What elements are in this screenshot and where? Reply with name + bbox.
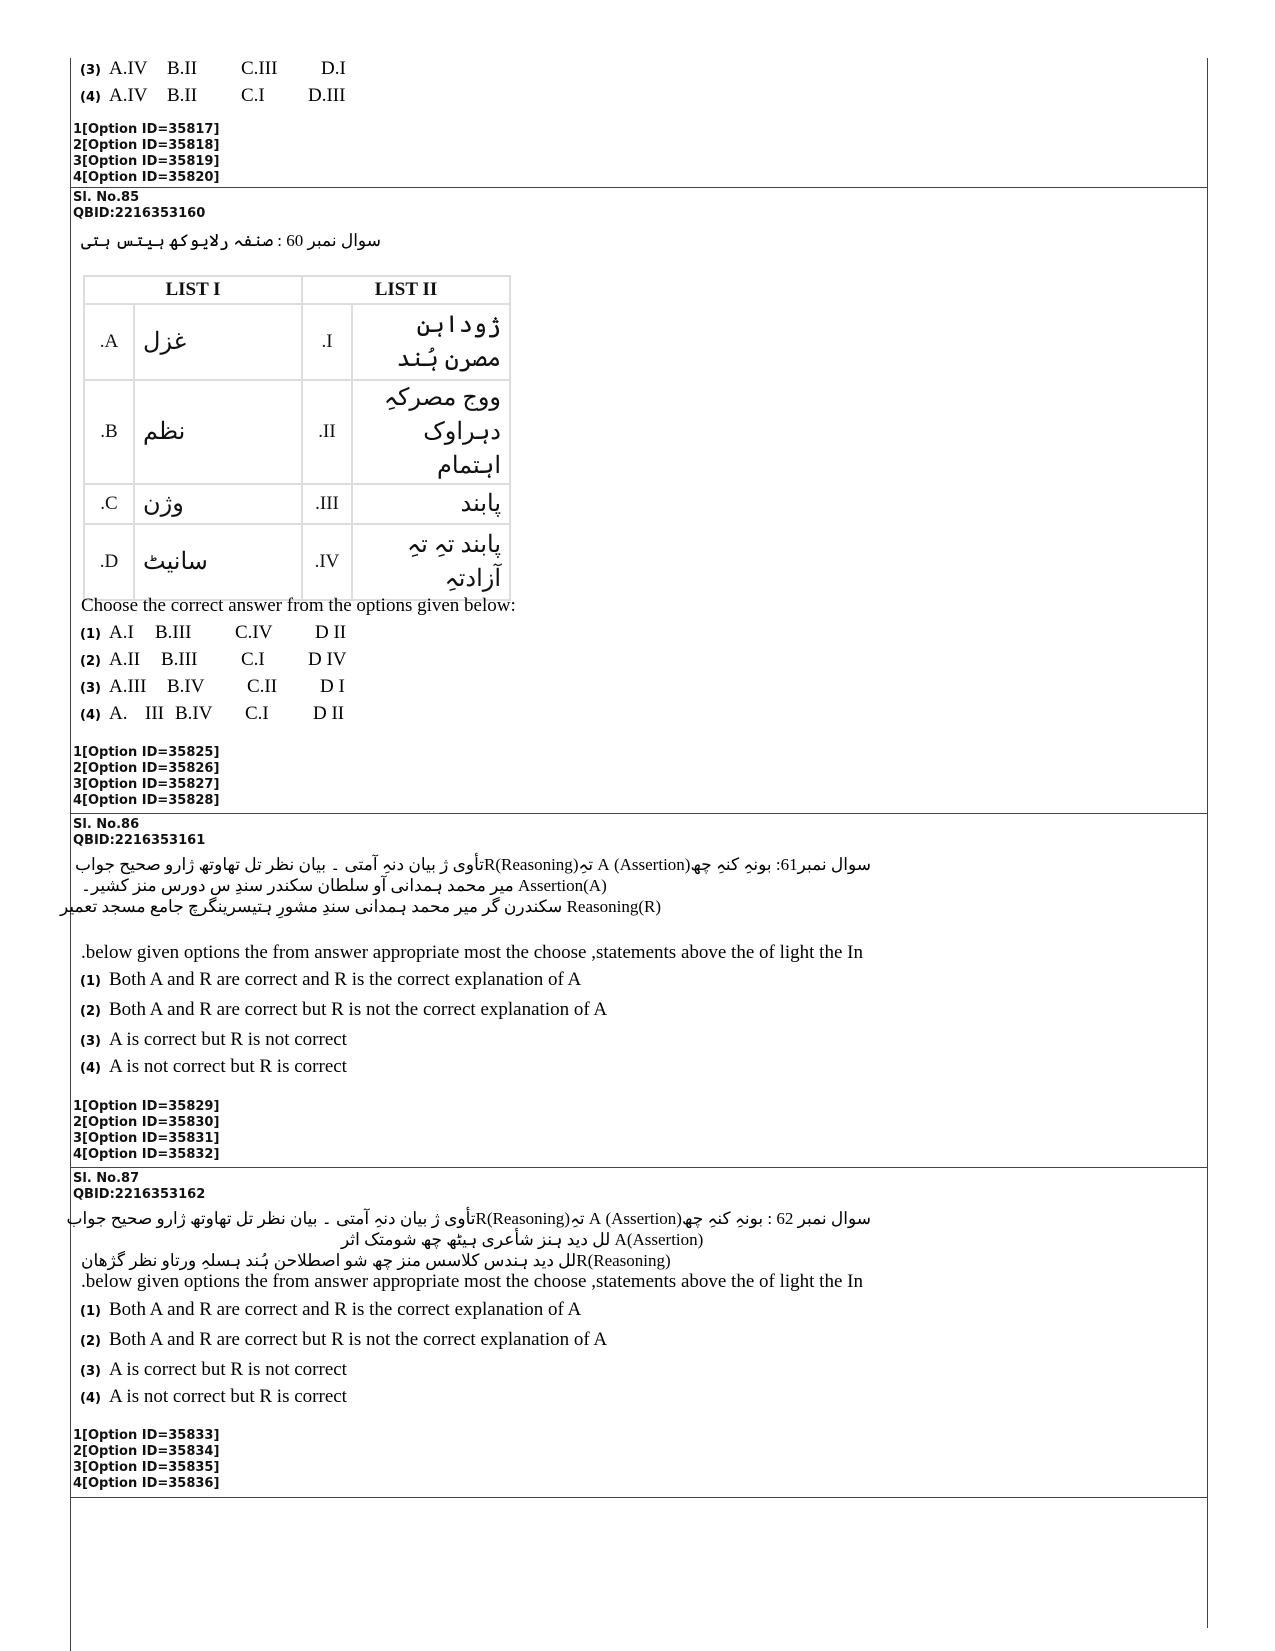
option-id: 4[Option ID=35828] xyxy=(73,793,220,808)
question-text: سوال نمبر 60 : صنفہ رلایوکھ ہیتس ہتی xyxy=(81,231,381,250)
serial-number: Sl. No.85 xyxy=(73,190,140,205)
option-text: Both A and R are correct but R is not the correct explanation of A xyxy=(109,1329,608,1350)
option-number: (3) xyxy=(80,63,101,78)
option-number: (2) xyxy=(80,1334,101,1349)
option-text: A is not correct but R is correct xyxy=(109,1386,347,1407)
option-number: (1) xyxy=(80,974,101,989)
option-number: (2) xyxy=(80,654,101,669)
previous-question-fragment xyxy=(73,58,1201,186)
right-border xyxy=(1207,58,1208,1628)
list-2-header: LIST II xyxy=(302,276,510,304)
option-part: A.I xyxy=(109,622,134,643)
list-2-item: ژوداہن مصرن ہُند xyxy=(352,304,510,380)
option-row xyxy=(73,1329,607,1359)
option-row xyxy=(73,1359,607,1386)
option-part: D.I xyxy=(321,58,346,79)
option-row xyxy=(73,85,1201,112)
question-87 xyxy=(66,1171,1201,1501)
question-text-block xyxy=(59,854,871,917)
option-part: C.I xyxy=(245,703,269,724)
instruction-text: .below given options the from answer appropriate most the choose ,statements above the of light the In xyxy=(81,1271,863,1292)
option-part: D II xyxy=(313,703,345,724)
option-part: III xyxy=(145,703,164,724)
option-id-list xyxy=(73,745,219,809)
qbid: QBID:2216353162 xyxy=(73,1187,206,1202)
question-paper-page xyxy=(59,58,1208,1651)
option-part: C.III xyxy=(241,58,278,79)
option-part: B.III xyxy=(161,649,198,670)
option-id-list xyxy=(73,122,1201,186)
option-id: 4[Option ID=35832] xyxy=(73,1147,220,1162)
assertion-line: (Assertion)A لل دید ہنز شأعری ہیٹھ چھ شومتک اثر xyxy=(341,1230,704,1249)
option-part: B.II xyxy=(167,85,198,106)
option-part: D.III xyxy=(308,85,346,106)
option-id-list xyxy=(73,1099,219,1163)
qbid: QBID:2216353161 xyxy=(73,833,206,848)
divider xyxy=(70,813,1208,814)
option-part: B.III xyxy=(155,622,192,643)
serial-number: Sl. No.86 xyxy=(73,817,140,832)
option-part: D I xyxy=(320,676,345,697)
option-list xyxy=(73,1299,607,1413)
list-2-item: ووج مصرکہِ دہراوک اہتمام xyxy=(352,380,510,484)
option-number: (3) xyxy=(80,1364,101,1379)
option-id: 4[Option ID=35836] xyxy=(73,1476,220,1491)
option-id: 2[Option ID=35826] xyxy=(73,761,220,776)
reasoning-line: (Reasoning)Rلل دید ہندس کلاسس منز چھ شو اصطلاحن ہُند ہسلہِ ورتاو نظر گژھان xyxy=(81,1251,671,1270)
qbid: QBID:2216353160 xyxy=(73,206,206,221)
option-id-list xyxy=(73,1428,219,1492)
left-border xyxy=(70,58,71,1651)
option-row xyxy=(73,622,347,649)
option-number: (2) xyxy=(80,1004,101,1019)
option-id: 3[Option ID=35835] xyxy=(73,1460,220,1475)
option-row xyxy=(73,676,347,703)
list-2-item: پابند xyxy=(352,484,510,524)
option-part: A.IV xyxy=(109,58,148,79)
list-1-item: غزل xyxy=(134,304,302,380)
match-table xyxy=(83,275,511,601)
option-id: 3[Option ID=35827] xyxy=(73,777,220,792)
option-part: C.II xyxy=(247,676,278,697)
list-1-header: LIST I xyxy=(84,276,302,304)
list-1-item: وژن xyxy=(134,484,302,524)
serial-number: Sl. No.87 xyxy=(73,1171,140,1186)
divider xyxy=(70,1497,1208,1498)
option-number: (1) xyxy=(80,1304,101,1319)
option-text: A is correct but R is not correct xyxy=(109,1359,347,1380)
question-85 xyxy=(73,190,1201,812)
option-id: 2[Option ID=35834] xyxy=(73,1444,220,1459)
option-row xyxy=(73,649,347,676)
divider xyxy=(70,187,1208,188)
option-number: (4) xyxy=(80,1061,101,1076)
option-part: C.I xyxy=(241,649,265,670)
option-id: 2[Option ID=35818] xyxy=(73,138,220,153)
option-part: A.II xyxy=(109,649,141,670)
row-marker: .B xyxy=(84,380,134,484)
assertion-line: Assertion(A) میر محمد ہمدانی آو سلطان سکندر سندِ س دورس منز کشیر۔ xyxy=(81,876,607,895)
option-part: C.IV xyxy=(235,622,273,643)
option-id: 3[Option ID=35831] xyxy=(73,1131,220,1146)
row-marker: .C xyxy=(84,484,134,524)
list-2-item: پابند تہِ تہِ آزادتہِ xyxy=(352,524,510,600)
instruction-text: .below given options the from answer appropriate most the choose ,statements above the of light the In xyxy=(81,942,863,963)
table-row xyxy=(84,304,510,380)
option-row xyxy=(73,1056,607,1083)
question-line: سوال نمبر61: بونہِ کنہِ چھ(Assertion) A تہِ(Reasoning)Rتأوی ژ بیان دنہِ آمتی ۔ بیان نظر تل تھاوتھ ژارو صحیح جواب xyxy=(75,855,871,874)
option-part: D IV xyxy=(308,649,347,670)
option-part: B.IV xyxy=(167,676,205,697)
row-marker: .D xyxy=(84,524,134,600)
row-marker: .II xyxy=(302,380,352,484)
option-number: (3) xyxy=(80,681,101,696)
option-row xyxy=(73,999,607,1029)
option-number: (3) xyxy=(80,1034,101,1049)
question-86 xyxy=(59,817,1201,1165)
option-row xyxy=(73,1386,607,1413)
option-number: (4) xyxy=(80,708,101,723)
option-row xyxy=(73,1029,607,1056)
option-text: Both A and R are correct and R is the correct explanation of A xyxy=(109,969,582,990)
option-id: 4[Option ID=35820] xyxy=(73,170,220,185)
row-marker: .I xyxy=(302,304,352,380)
option-id: 3[Option ID=35819] xyxy=(73,154,220,169)
list-1-item: نظم xyxy=(134,380,302,484)
option-number: (1) xyxy=(80,627,101,642)
option-part: A.III xyxy=(109,676,147,697)
option-part: B.IV xyxy=(175,703,213,724)
option-text: Both A and R are correct and R is the correct explanation of A xyxy=(109,1299,582,1320)
reasoning-line: Reasoning(R) سکندرن گر میر محمد ہمدانی سندِ مشورِ ہتیسرینگرچ جامع مسجد تعمیر xyxy=(59,897,661,916)
row-marker: .IV xyxy=(302,524,352,600)
option-list xyxy=(73,969,607,1083)
option-id: 1[Option ID=35829] xyxy=(73,1099,220,1114)
option-row xyxy=(73,969,607,999)
option-id: 1[Option ID=35825] xyxy=(73,745,220,760)
option-text: A is not correct but R is correct xyxy=(109,1056,347,1077)
option-part: A.IV xyxy=(109,85,148,106)
option-number: (4) xyxy=(80,1391,101,1406)
option-list xyxy=(73,622,347,730)
option-row xyxy=(73,1299,607,1329)
option-part: B.II xyxy=(167,58,198,79)
table-row xyxy=(84,484,510,524)
option-row xyxy=(73,58,1201,85)
option-row xyxy=(73,703,347,730)
row-marker: .III xyxy=(302,484,352,524)
option-id: 1[Option ID=35833] xyxy=(73,1428,220,1443)
table-row xyxy=(84,524,510,600)
option-id: 1[Option ID=35817] xyxy=(73,122,220,137)
instruction-text: Choose the correct answer from the options given below: xyxy=(81,595,516,616)
divider xyxy=(70,1167,1208,1168)
option-text: Both A and R are correct but R is not the correct explanation of A xyxy=(109,999,608,1020)
list-1-item: سانیٹ xyxy=(134,524,302,600)
question-line: سوال نمبر 62 : بونہِ کنہِ چھ(Assertion) A تہِ(Reasoning)Rتأوی ژ بیان دنہِ آمتی ۔ بیان نظر تل تھاوتھ ژارو صحیح جواب xyxy=(66,1209,871,1228)
option-number: (4) xyxy=(80,90,101,105)
option-text: A is correct but R is not correct xyxy=(109,1029,347,1050)
option-id: 2[Option ID=35830] xyxy=(73,1115,220,1130)
option-part: C.I xyxy=(241,85,265,106)
option-part: A. xyxy=(109,703,128,724)
question-text-block xyxy=(66,1208,871,1271)
option-part: D II xyxy=(315,622,347,643)
row-marker: .A xyxy=(84,304,134,380)
table-row xyxy=(84,380,510,484)
